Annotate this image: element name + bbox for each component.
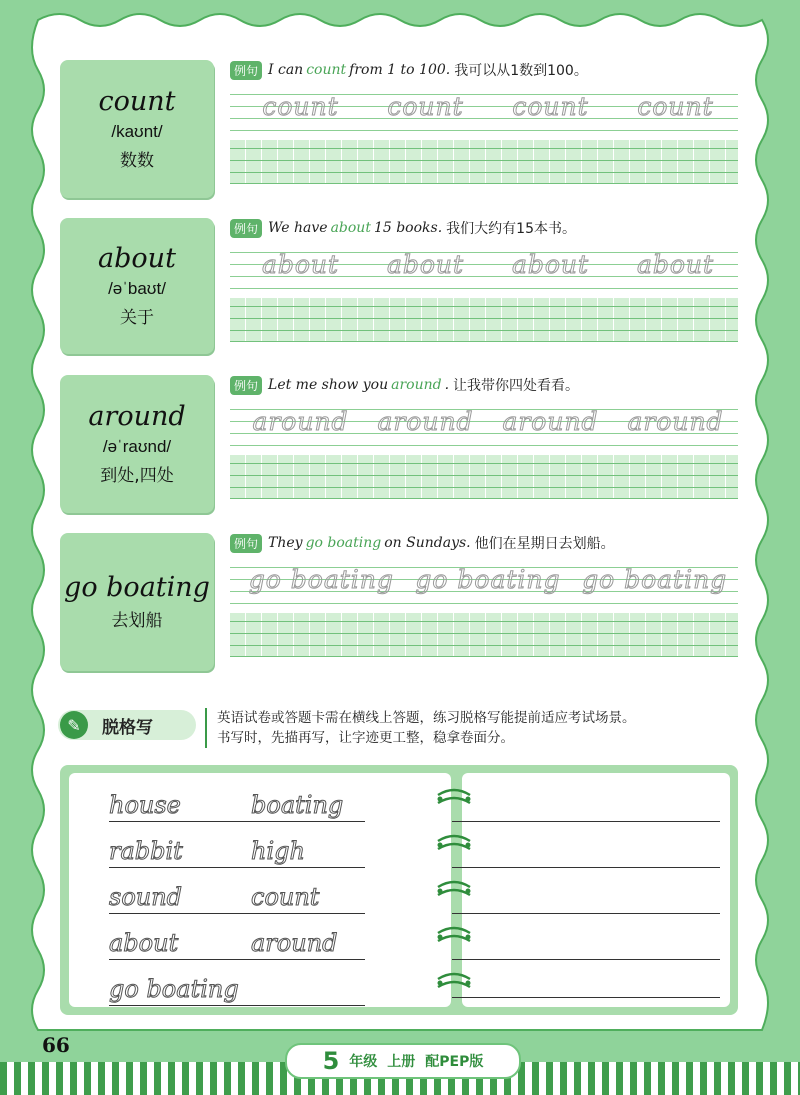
word-card-about xyxy=(60,218,214,354)
trace-row[interactable] xyxy=(230,401,738,449)
example-tag: 例句 xyxy=(230,376,262,395)
copy-word: sound xyxy=(109,883,183,911)
trace-word: around xyxy=(252,406,349,436)
word-title: go boating xyxy=(64,571,210,603)
notebook-left-page xyxy=(69,773,451,1007)
section-description xyxy=(205,708,757,748)
example-sentence xyxy=(230,373,738,397)
practice-block-around xyxy=(230,373,738,499)
blank-writing-row[interactable] xyxy=(230,455,738,499)
example-keyword: around xyxy=(391,377,442,393)
spiral-binding-icon xyxy=(434,773,474,1007)
copy-word: go boating xyxy=(109,975,239,1003)
copy-word: house xyxy=(109,791,181,819)
grade-label: 年级 xyxy=(349,1054,378,1070)
example-translation: 让我带你四处看看。 xyxy=(453,378,580,394)
trace-word: around xyxy=(502,406,599,436)
copy-word: around xyxy=(251,929,338,957)
section-title: 脱格写 xyxy=(102,717,153,738)
copy-word: high xyxy=(251,837,305,865)
section-title-badge xyxy=(58,710,196,740)
word-phonetic: /əˈraʊnd/ xyxy=(102,437,172,457)
example-text-post: from 1 to 100. xyxy=(349,62,451,78)
example-translation: 他们在星期日去划船。 xyxy=(474,536,615,552)
blank-writing-row[interactable] xyxy=(230,298,738,342)
word-meaning: 数数 xyxy=(120,151,154,172)
section-desc-line1: 英语试卷或答题卡需在横线上答题，练习脱格写能提前适应考试场景。 xyxy=(217,710,636,726)
practice-block-go-boating xyxy=(230,531,738,657)
trace-row[interactable] xyxy=(230,244,738,292)
example-text-post: on Sundays. xyxy=(384,535,471,551)
example-text-pre: Let me show you xyxy=(268,377,389,393)
copy-word: about xyxy=(109,929,179,957)
example-tag: 例句 xyxy=(230,219,262,238)
example-translation: 我可以从1数到100。 xyxy=(454,63,588,79)
grade-badge xyxy=(285,1043,521,1079)
example-text-pre: We have xyxy=(268,220,328,236)
copy-row xyxy=(109,827,365,868)
word-title: about xyxy=(98,242,176,274)
blank-writing-row[interactable] xyxy=(230,140,738,184)
copy-row xyxy=(109,873,365,914)
word-meaning: 到处,四处 xyxy=(100,466,174,487)
blank-writing-row[interactable] xyxy=(230,613,738,657)
trace-word: count xyxy=(387,91,464,121)
copy-row xyxy=(109,919,365,960)
answer-line[interactable] xyxy=(452,913,720,914)
copy-row xyxy=(109,965,365,1006)
copy-row xyxy=(109,781,365,822)
answer-line[interactable] xyxy=(452,959,720,960)
trace-word: about xyxy=(261,249,340,279)
answer-line[interactable] xyxy=(452,821,720,822)
trace-word: go boating xyxy=(582,564,728,594)
copy-word: boating xyxy=(251,791,344,819)
example-keyword: count xyxy=(306,62,347,78)
word-meaning: 关于 xyxy=(120,308,154,329)
example-tag: 例句 xyxy=(230,534,262,553)
word-meaning: 去划船 xyxy=(111,611,163,632)
word-phonetic: /kaʊnt/ xyxy=(111,122,163,142)
example-translation: 我们大约有15本书。 xyxy=(446,221,576,237)
example-text-pre: I can xyxy=(268,62,304,78)
edition-label: 配PEP版 xyxy=(425,1054,484,1070)
pencil-note-icon: ✎ xyxy=(60,711,88,739)
example-keyword: go boating xyxy=(305,535,382,551)
example-sentence xyxy=(230,58,738,82)
example-text-post: 15 books. xyxy=(373,220,443,236)
trace-word: go boating xyxy=(248,564,394,594)
word-title: around xyxy=(88,400,186,432)
trace-word: go boating xyxy=(415,564,561,594)
word-phonetic: /əˈbaʊt/ xyxy=(108,279,166,299)
practice-block-about xyxy=(230,216,738,342)
word-card-count xyxy=(60,60,214,198)
example-sentence xyxy=(230,531,738,555)
practice-block-count xyxy=(230,58,738,184)
trace-word: around xyxy=(627,406,724,436)
word-card-go-boating xyxy=(60,533,214,671)
answer-line[interactable] xyxy=(452,997,720,998)
copy-word: rabbit xyxy=(109,837,183,865)
trace-word: about xyxy=(386,249,465,279)
page-number: 66 xyxy=(42,1033,70,1057)
word-title: count xyxy=(98,85,176,117)
example-text-post: . xyxy=(444,377,450,393)
trace-word: count xyxy=(262,91,339,121)
notebook-right-page xyxy=(462,773,730,1007)
trace-word: about xyxy=(636,249,715,279)
notebook-practice xyxy=(60,765,738,1015)
trace-word: count xyxy=(512,91,589,121)
trace-word: count xyxy=(637,91,714,121)
trace-row[interactable] xyxy=(230,86,738,134)
example-keyword: about xyxy=(330,220,371,236)
answer-line[interactable] xyxy=(452,867,720,868)
trace-word: around xyxy=(377,406,474,436)
example-sentence xyxy=(230,216,738,240)
example-text-pre: They xyxy=(268,535,303,551)
copy-word: count xyxy=(251,883,320,911)
example-tag: 例句 xyxy=(230,61,262,80)
section-desc-line2: 书写时，先描再写，让字迹更工整，稳拿卷面分。 xyxy=(217,730,514,746)
grade-number: 5 xyxy=(322,1047,340,1075)
volume-label: 上册 xyxy=(387,1054,416,1070)
trace-word: about xyxy=(511,249,590,279)
word-card-around xyxy=(60,375,214,513)
trace-row[interactable] xyxy=(230,559,738,607)
